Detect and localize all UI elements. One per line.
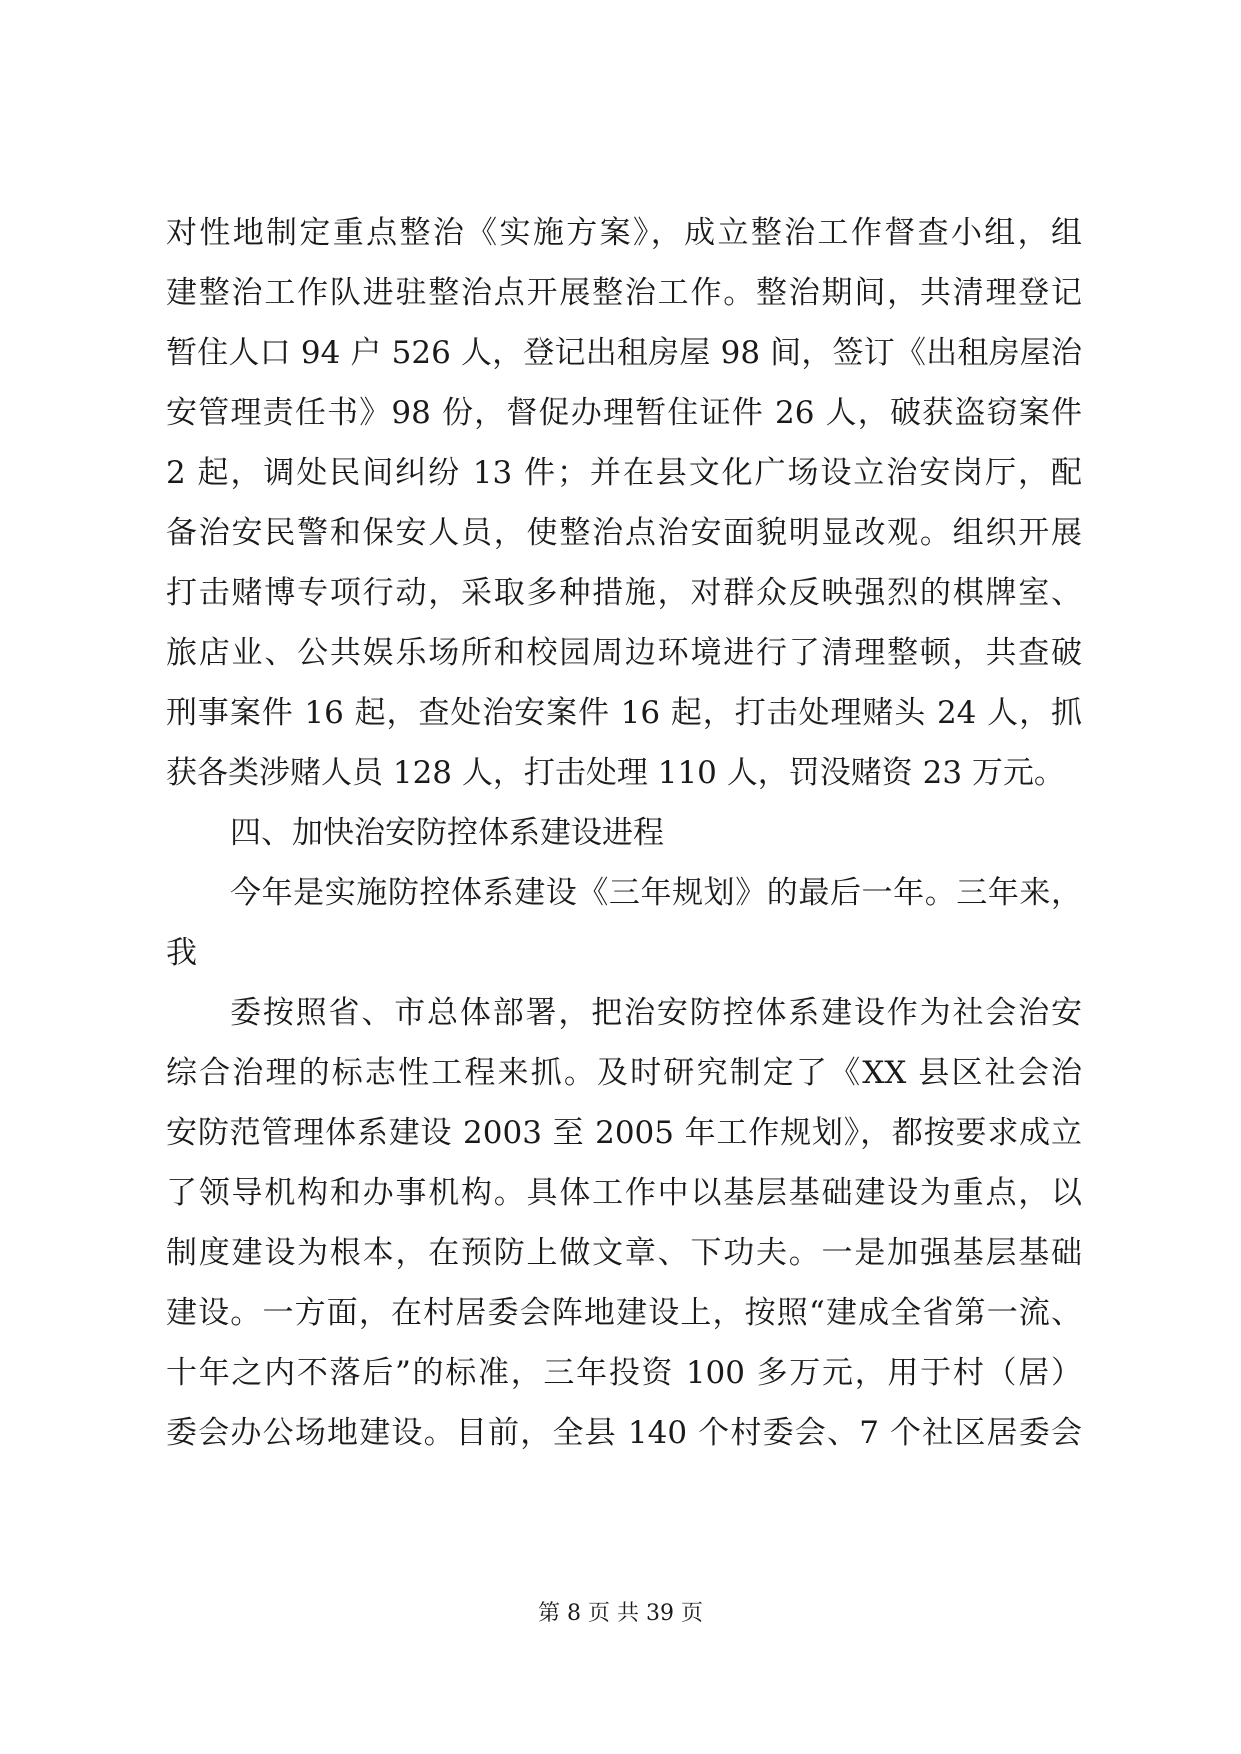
- text-line: 委会办公场地建设。目前，全县 140 个村委会、7 个社区居委会: [166, 1415, 1082, 1451]
- text-line: 制度建设为根本，在预防上做文章、下功夫。一是加强基层基础: [166, 1235, 1082, 1271]
- text-line: 我: [166, 935, 197, 971]
- text-line: 委按照省、市总体部署，把治安防控体系建设作为社会治安: [230, 995, 1082, 1031]
- text-line: 建整治工作队进驻整治点开展整治工作。整治期间，共清理登记: [166, 275, 1082, 311]
- text-line: 获各类涉赌人员 128 人，打击处理 110 人，罚没赌资 23 万元。: [166, 755, 1065, 791]
- text-line: 2 起，调处民间纠纷 13 件；并在县文化广场设立治安岗厅，配: [166, 455, 1082, 491]
- text-line: 建设。一方面，在村居委会阵地建设上，按照“建成全省第一流、: [166, 1295, 1082, 1331]
- text-line: 备治安民警和保安人员，使整治点治安面貌明显改观。组织开展: [166, 515, 1082, 551]
- text-line: 安防范管理体系建设 2003 至 2005 年工作规划》，都按要求成立: [166, 1115, 1082, 1151]
- text-line: 旅店业、公共娱乐场所和校园周边环境进行了清理整顿，共查破: [166, 635, 1082, 671]
- text-line: 刑事案件 16 起，查处治安案件 16 起，打击处理赌头 24 人，抓: [166, 695, 1082, 731]
- text-line: 暂住人口 94 户 526 人，登记出租房屋 98 间，签订《出租房屋治: [166, 335, 1082, 371]
- text-line: 今年是实施防控体系建设《三年规划》的最后一年。三年来，: [230, 875, 1082, 911]
- section-heading: 四、加快治安防控体系建设进程: [230, 815, 664, 851]
- text-line: 安管理责任书》98 份，督促办理暂住证件 26 人，破获盗窃案件: [166, 395, 1082, 431]
- text-line: 对性地制定重点整治《实施方案》，成立整治工作督查小组，组: [166, 215, 1082, 251]
- page-number: 第 8 页 共 39 页: [538, 1601, 703, 1626]
- text-line: 十年之内不落后”的标准，三年投资 100 多万元，用于村（居）: [166, 1355, 1082, 1391]
- text-line: 综合治理的标志性工程来抓。及时研究制定了《XX 县区社会治: [166, 1055, 1082, 1091]
- text-line: 打击赌博专项行动，采取多种措施，对群众反映强烈的棋牌室、: [166, 575, 1082, 611]
- text-line: 了领导机构和办事机构。具体工作中以基层基础建设为重点，以: [166, 1175, 1082, 1211]
